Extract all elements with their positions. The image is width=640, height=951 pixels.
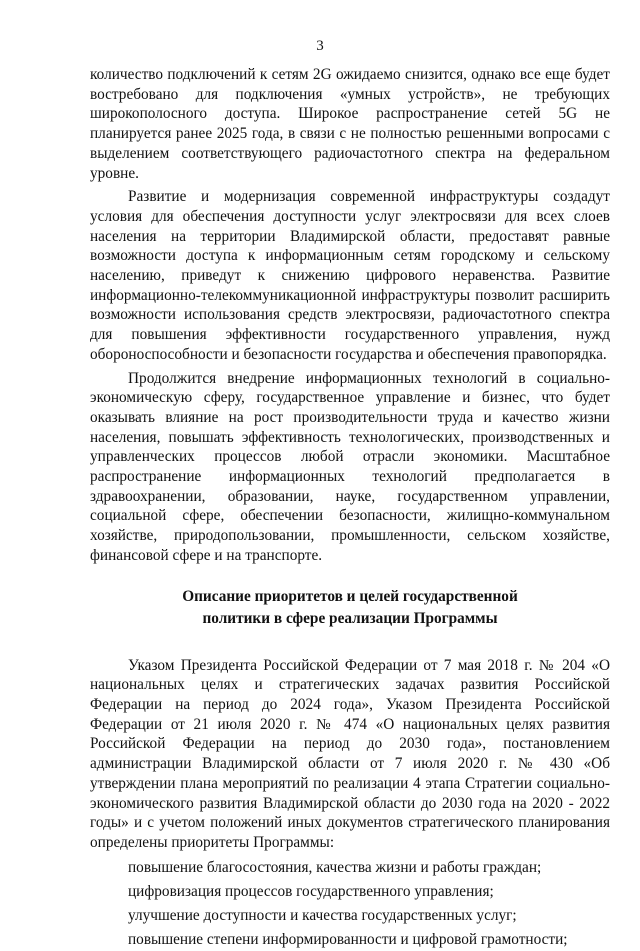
section-heading-line2: политики в сфере реализации Программы bbox=[202, 609, 498, 627]
list-item: цифровизация процессов государственного управления; bbox=[128, 882, 494, 900]
priority-list bbox=[90, 857, 610, 951]
page-number: 3 bbox=[316, 38, 324, 54]
section-heading-line1: Описание приоритетов и целей государственной bbox=[182, 587, 518, 605]
list-item: улучшение доступности и качества государственных услуг; bbox=[128, 906, 517, 924]
paragraph-infrastructure: Развитие и модернизация современной инфраструктуры создадут условия для обеспечения доступности услуг электросвязи для всех слоев населения на территории Владимирской области, предоставят равные возможности доступа к информационным сетям городскому и сельскому населению, приведут к снижению цифрового неравенства. Развитие информационно-телекоммуникационной инфраструктуры позволит расширить возможности использования средств электросвязи, радиочастотного спектра для повышения эффективности государственного управления, нужд обороноспособности и безопасности государства и обеспечения правопорядка. bbox=[90, 188, 610, 363]
paragraph-decrees: Указом Президента Российской Федерации от 7 мая 2018 г. № 204 «О национальных целях и стратегических задачах развития Российской Федерации на период до 2024 года», Указом Президента Российской Федерации от 21 июля 2020 г. № 474 «О национальных целях развития Российской Федерации на период до 2030 года», постановлением администрации Владимирской области от 7 июля 2020 г. № 430 «Об утверждении плана мероприятий по реализации 4 этапа Стратегии социально-экономического развития Владимирской области до 2030 года на 2020 - 2022 годы» и с учетом положений иных документов стратегического планирования определены приоритеты Программы: bbox=[90, 656, 610, 851]
list-item: повышение благосостояния, качества жизни и работы граждан; bbox=[128, 858, 542, 876]
paragraph-it-adoption: Продолжится внедрение информационных технологий в социально-экономическую сферу, государственное управление и бизнес, что будет оказывать влияние на рост производительности труда и качество жизни населения, повышать эффективность технологических, производственных и управленческих процессов любой отрасли экономики. Масштабное распространение информационных технологий предполагается в здравоохранении, образовании, науке, государственном управлении, социальной сфере, обеспечении безопасности, жилищно-коммунальном хозяйстве, природопользовании, промышленности, сельском хозяйстве, финансовой сфере и на транспорте. bbox=[90, 369, 610, 564]
section-heading bbox=[90, 586, 610, 630]
paragraph-2g-5g: количество подключений к сетям 2G ожидаемо снизится, однако все еще будет востребовано для подключения «умных устройств», не требующих широкополосного доступа. Широкое распространение сетей 5G не планируется ранее 2025 года, в связи с не полностью решенными вопросами с выделением соответствующего радиочастотного спектра на федеральном уровне. bbox=[90, 66, 610, 182]
list-item: повышение степени информированности и цифровой грамотности; bbox=[128, 930, 568, 948]
document-body bbox=[90, 65, 610, 951]
